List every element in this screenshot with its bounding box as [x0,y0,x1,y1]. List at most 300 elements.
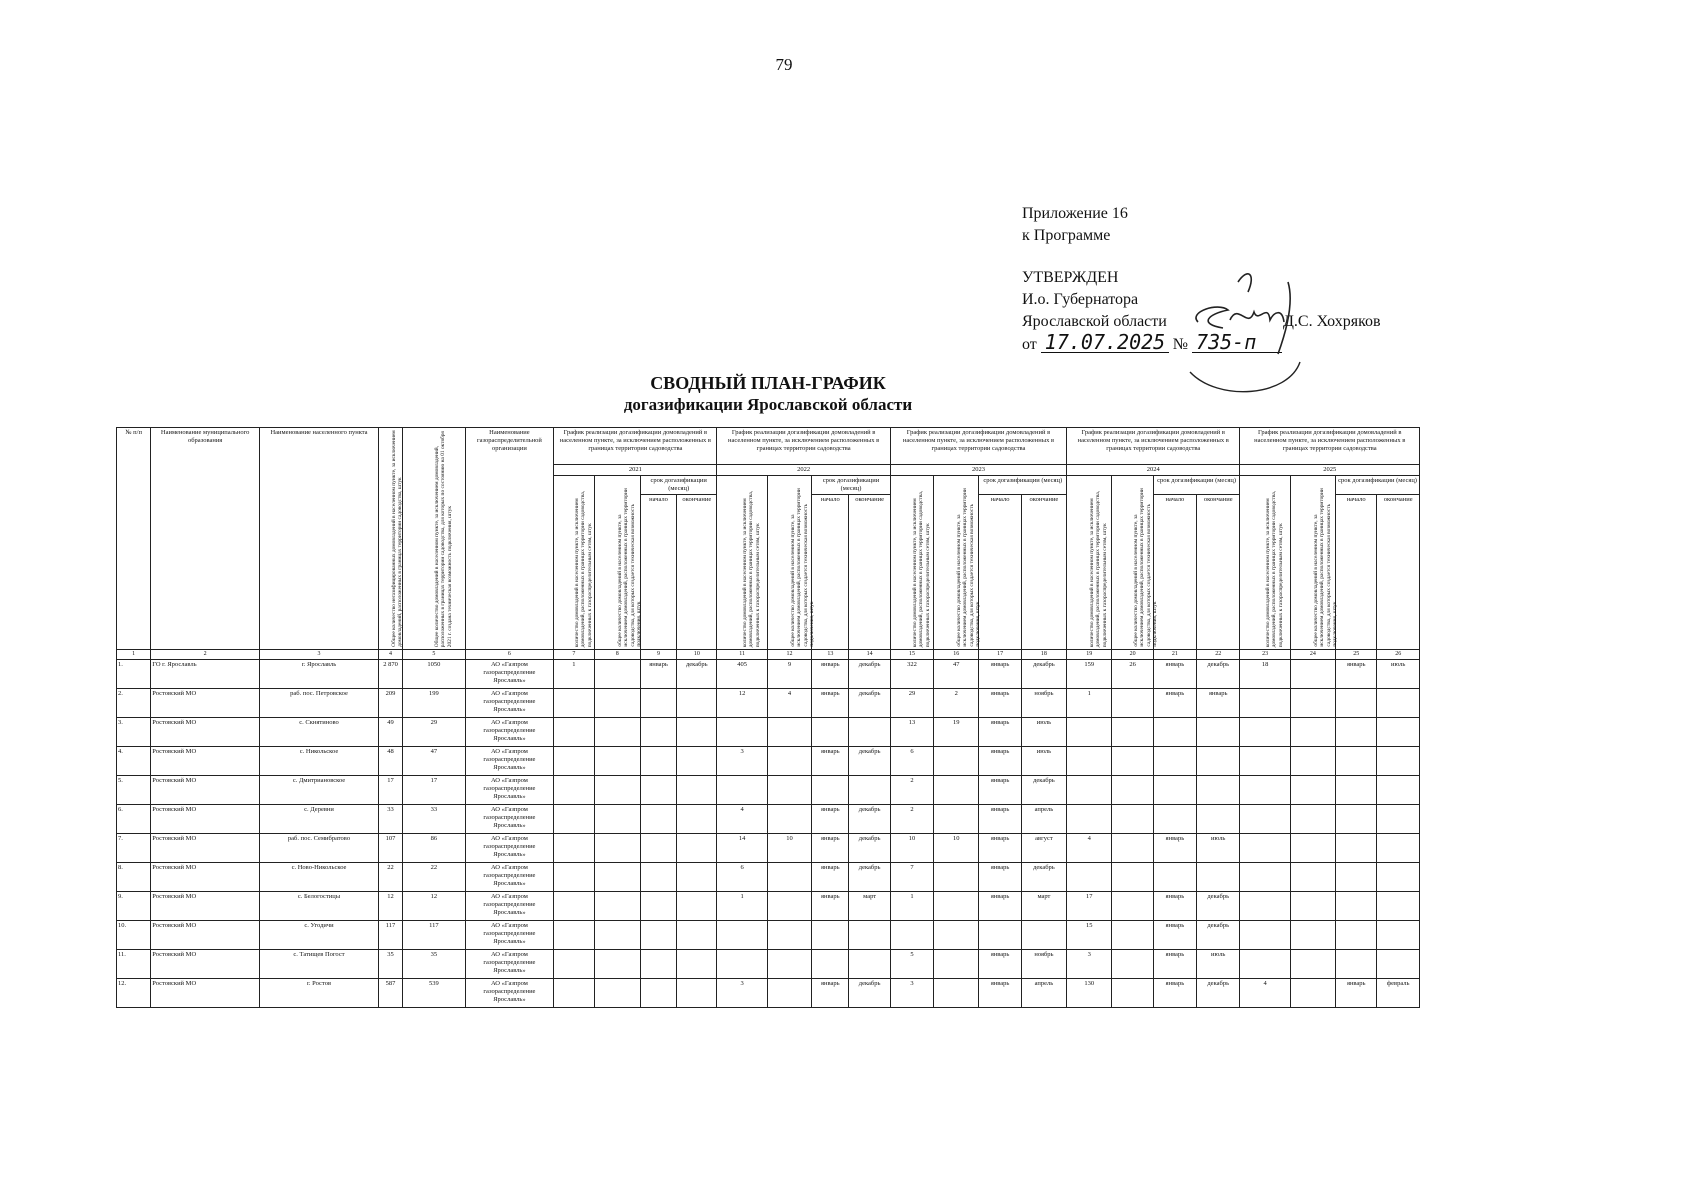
table-cell [934,747,979,776]
table-cell: 19 [934,718,979,747]
header-count: количество домовладений в населенном пункте, за исключением домовладений, расположенных в границах территории садоводства, подключенных к газораспределительным сетям, штук [1067,476,1112,650]
date-prefix: от [1022,336,1037,353]
table-cell: АО «Газпром газораспределение Ярославль» [465,805,554,834]
column-number: 25 [1336,650,1377,660]
table-cell: ноябрь [1021,689,1066,718]
table-cell: 7 [890,863,933,892]
table-cell: 48 [378,747,402,776]
header-start: начало [1153,495,1196,650]
table-cell [594,892,640,921]
header-schedule-2021: График реализации догазификации домовладений в населенном пункте, за исключением расположенных в границах территории садоводства [554,428,717,465]
column-number: 16 [934,650,979,660]
table-cell: 10. [117,921,151,950]
table-cell: июль [1377,660,1420,689]
header-count: количество домовладений в населенном пункте, за исключением домовладений, расположенных в границах территории садоводства, подключенных к газораспределительным сетям, штук [1240,476,1290,650]
table-cell: декабрь [849,805,890,834]
header-count: количество домовладений в населенном пункте, за исключением домовладений, расположенных в границах территории садоводства, подключенных к газораспределительным сетям, штук [717,476,767,650]
table-cell [1021,921,1066,950]
table-cell: 1 [1067,689,1112,718]
table-cell: АО «Газпром газораспределение Ярославль» [465,863,554,892]
table-cell [554,921,594,950]
table-cell [1112,718,1153,747]
table-cell: 3. [117,718,151,747]
table-row [117,660,1420,689]
appendix-line1: Приложение 16 [1022,205,1128,222]
table-cell: 2 870 [378,660,402,689]
table-cell: январь [1153,950,1196,979]
table-cell [1377,776,1420,805]
table-cell: с. Татищев Погост [260,950,379,979]
header-total-with-possibility: Общее количество домовладений в населенном пункте, за исключением домовладений, расположенных в границах территории садоводства, для которых по состоянию на 01 октября 2021 г. создана техническая возможность подключения, штук [403,428,465,650]
header-end: окончание [1377,495,1420,650]
table-cell: 539 [403,979,465,1008]
table-cell: 3 [1067,950,1112,979]
table-cell: январь [812,805,849,834]
table-cell [677,805,717,834]
table-row [117,805,1420,834]
header-term: срок догазификации (месяц) [812,476,891,495]
table-cell [1240,863,1290,892]
table-cell: январь [979,689,1021,718]
column-number: 5 [403,650,465,660]
header-end: окончание [1021,495,1066,650]
table-cell [677,747,717,776]
table-cell: 4 [1240,979,1290,1008]
table-cell: 4. [117,747,151,776]
table-row [117,689,1420,718]
table-cell: 2 [890,805,933,834]
table-cell [1067,805,1112,834]
table-cell: 4 [1067,834,1112,863]
table-cell: июль [1021,747,1066,776]
header-possibility: общее количество домовладений в населенном пункте, за исключением домовладений, расположенных в границах территории садоводства, для которых создается техническая возможность подключения, штук [934,476,979,650]
column-number: 9 [640,650,676,660]
header-total-households: Общее количество негазифицированных домовладений в населенном пункте, за исключением домовладений, расположенных в границах территории садоводства, штук [378,428,402,650]
column-number: 18 [1021,650,1066,660]
table-cell: январь [979,834,1021,863]
table-cell [812,921,849,950]
table-cell [1290,805,1335,834]
table-body [117,660,1420,1008]
table-cell: раб. пос. Семибратово [260,834,379,863]
table-cell: 3 [717,979,767,1008]
table-cell [554,718,594,747]
table-cell: г. Ярославль [260,660,379,689]
table-cell [1197,718,1240,747]
table-cell: АО «Газпром газораспределение Ярославль» [465,921,554,950]
table-cell [640,863,676,892]
table-cell [979,921,1021,950]
column-number: 14 [849,650,890,660]
table-cell: 1 [890,892,933,921]
header-count: количество домовладений в населенном пункте, за исключением домовладений, расположенных в границах территории садоводства, подключенных к газораспределительным сетям, штук [890,476,933,650]
column-number: 7 [554,650,594,660]
table-cell: Ростовский МО [151,747,260,776]
table-cell: 47 [403,747,465,776]
table-cell [1377,892,1420,921]
table-cell [812,776,849,805]
table-cell: с. Скнятиново [260,718,379,747]
table-cell [1336,805,1377,834]
table-cell: февраль [1377,979,1420,1008]
table-cell [1336,921,1377,950]
table-cell: 29 [890,689,933,718]
table-cell: Ростовский МО [151,863,260,892]
table-cell: АО «Газпром газораспределение Ярославль» [465,747,554,776]
table-cell [1336,834,1377,863]
table-cell: 1050 [403,660,465,689]
approver-name: Д.С. Хохряков [1283,313,1381,330]
table-cell: 17 [1067,892,1112,921]
table-cell [594,747,640,776]
table-cell [594,950,640,979]
table-cell [640,718,676,747]
table-cell: 199 [403,689,465,718]
table-cell: 405 [717,660,767,689]
table-cell [554,892,594,921]
table-cell [594,776,640,805]
table-cell [1377,805,1420,834]
table-cell: январь [979,776,1021,805]
header-schedule-2022: График реализации догазификации домовладений в населенном пункте, за исключением расположенных в границах территории садоводства [717,428,890,465]
column-number: 12 [767,650,811,660]
table-cell: 117 [378,921,402,950]
table-cell: 4 [767,689,811,718]
table-cell: раб. пос. Петровское [260,689,379,718]
table-cell [1067,718,1112,747]
table-cell: с. Ново-Никольское [260,863,379,892]
table-cell: 2 [934,689,979,718]
table-cell: декабрь [849,863,890,892]
number-prefix: № [1172,336,1189,353]
document-subtitle: догазификации Ярославской области [623,395,913,414]
header-start: начало [640,495,676,650]
table-cell [1240,747,1290,776]
table-cell [1336,863,1377,892]
column-number-row [117,650,1420,660]
table-cell: декабрь [1197,892,1240,921]
table-cell: август [1021,834,1066,863]
table-cell [1153,747,1196,776]
table-cell: 6 [717,863,767,892]
table-cell [1112,747,1153,776]
table-cell [767,979,811,1008]
table-cell [554,805,594,834]
table-cell [677,950,717,979]
table-cell: 159 [1067,660,1112,689]
table-cell [767,892,811,921]
table-cell [1240,921,1290,950]
table-cell: Ростовский МО [151,805,260,834]
table-cell: январь [979,718,1021,747]
table-cell: 22 [403,863,465,892]
table-cell: январь [640,660,676,689]
appendix-line2: к Программе [1022,227,1111,244]
table-cell: 11. [117,950,151,979]
table-cell: АО «Газпром газораспределение Ярославль» [465,979,554,1008]
table-cell [1240,892,1290,921]
header-term: срок догазификации (месяц) [640,476,717,495]
table-cell: 10 [767,834,811,863]
table-cell: 26 [1112,660,1153,689]
table-cell: 3 [717,747,767,776]
column-number: 23 [1240,650,1290,660]
table-cell [934,892,979,921]
table-cell: АО «Газпром газораспределение Ярославль» [465,718,554,747]
schedule-table [116,427,1420,1008]
table-cell: январь [979,660,1021,689]
table-cell: январь [1153,834,1196,863]
table-cell: 35 [378,950,402,979]
table-cell: 5. [117,776,151,805]
table-cell: январь [1197,689,1240,718]
table-cell [1197,747,1240,776]
header-term: срок догазификации (месяц) [1336,476,1420,495]
table-cell [554,979,594,1008]
table-cell: январь [1153,979,1196,1008]
table-cell [1336,892,1377,921]
table-cell [1112,776,1153,805]
table-cell [1240,950,1290,979]
table-cell [1240,805,1290,834]
column-number: 6 [465,650,554,660]
table-cell [717,921,767,950]
table-cell [677,776,717,805]
table-cell: 12. [117,979,151,1008]
table-cell [1240,834,1290,863]
table-cell [812,718,849,747]
table-cell: декабрь [1197,660,1240,689]
table-row [117,718,1420,747]
page-number: 79 [775,55,793,74]
table-cell [1112,863,1153,892]
table-cell: 1. [117,660,151,689]
column-number: 26 [1377,650,1420,660]
table-cell [594,921,640,950]
column-number: 1 [117,650,151,660]
table-cell: 1 [717,892,767,921]
header-term: срок догазификации (месяц) [1153,476,1240,495]
table-cell: АО «Газпром газораспределение Ярославль» [465,892,554,921]
table-cell [640,805,676,834]
column-number: 21 [1153,650,1196,660]
header-year: 2022 [717,465,890,476]
table-cell: с. Угодичи [260,921,379,950]
table-cell: 29 [403,718,465,747]
table-cell [767,747,811,776]
table-cell [1377,834,1420,863]
table-cell: январь [979,892,1021,921]
table-cell: Ростовский МО [151,892,260,921]
table-cell [594,979,640,1008]
table-cell: 12 [403,892,465,921]
table-cell: 6 [890,747,933,776]
table-cell [1067,776,1112,805]
table-cell [717,950,767,979]
table-cell: январь [812,892,849,921]
table-cell: январь [1336,979,1377,1008]
table-cell [1112,979,1153,1008]
table-cell [1240,689,1290,718]
table-cell [890,921,933,950]
table-cell [1336,747,1377,776]
table-cell [1197,776,1240,805]
table-cell: декабрь [677,660,717,689]
table-cell [767,863,811,892]
table-cell [677,689,717,718]
table-cell: 5 [890,950,933,979]
table-cell: 117 [403,921,465,950]
table-row [117,892,1420,921]
table-cell: 2. [117,689,151,718]
table-cell: 9. [117,892,151,921]
table-row [117,863,1420,892]
table-cell [1290,950,1335,979]
table-cell [1067,747,1112,776]
table-cell [677,892,717,921]
table-cell: с. Белогостицы [260,892,379,921]
table-cell [1290,863,1335,892]
table-cell [1377,950,1420,979]
table-cell [1197,863,1240,892]
table-cell: 33 [378,805,402,834]
table-cell [677,863,717,892]
table-cell [640,747,676,776]
table-cell: декабрь [849,747,890,776]
table-cell: январь [812,863,849,892]
table-cell: 18 [1240,660,1290,689]
approver-region: Ярославской области [1022,313,1167,330]
table-cell [554,776,594,805]
table-cell [554,689,594,718]
table-cell: 13 [890,718,933,747]
column-number: 19 [1067,650,1112,660]
table-cell [1240,718,1290,747]
header-schedule-2023: График реализации догазификации домовладений в населенном пункте, за исключением расположенных в границах территории садоводства [890,428,1066,465]
table-cell: 10 [890,834,933,863]
header-start: начало [979,495,1021,650]
column-number: 2 [151,650,260,660]
table-cell: март [849,892,890,921]
table-cell: июль [1197,834,1240,863]
header-term: срок догазификации (месяц) [979,476,1067,495]
column-number: 13 [812,650,849,660]
table-cell: декабрь [849,834,890,863]
table-cell [717,718,767,747]
table-cell: декабрь [849,689,890,718]
table-cell: январь [812,689,849,718]
table-row [117,747,1420,776]
header-municipality: Наименование муниципального образования [151,428,260,650]
table-cell: 322 [890,660,933,689]
table-cell: 2 [890,776,933,805]
table-row [117,921,1420,950]
table-cell [767,950,811,979]
table-cell [594,660,640,689]
table-cell: 107 [378,834,402,863]
table-cell: январь [979,979,1021,1008]
table-cell: январь [1153,660,1196,689]
table-cell [934,805,979,834]
table-cell [849,776,890,805]
table-cell: с. Никольское [260,747,379,776]
table-cell [934,921,979,950]
header-gdo: Наименование газораспределительной организации [465,428,554,650]
table-cell [1153,718,1196,747]
table-cell [1377,747,1420,776]
table-cell: ноябрь [1021,950,1066,979]
column-number: 8 [594,650,640,660]
table-cell: 10 [934,834,979,863]
table-cell: АО «Газпром газораспределение Ярославль» [465,950,554,979]
header-schedule-2025: График реализации догазификации домовладений в населенном пункте, за исключением расположенных в границах территории садоводства [1240,428,1420,465]
table-cell: 3 [890,979,933,1008]
table-cell [640,921,676,950]
table-cell: 33 [403,805,465,834]
table-row [117,979,1420,1008]
table-cell [1290,979,1335,1008]
header-start: начало [1336,495,1377,650]
table-cell: Ростовский МО [151,921,260,950]
table-cell [554,747,594,776]
table-cell [1197,805,1240,834]
table-cell: Ростовский МО [151,834,260,863]
table-cell: 587 [378,979,402,1008]
table-cell: 6. [117,805,151,834]
table-cell: 4 [717,805,767,834]
table-cell: 209 [378,689,402,718]
table-cell [1112,689,1153,718]
table-cell [1377,689,1420,718]
table-cell: апрель [1021,805,1066,834]
table-cell [594,689,640,718]
header-schedule-2024: График реализации догазификации домовладений в населенном пункте, за исключением расположенных в границах территории садоводства [1067,428,1240,465]
table-cell: декабрь [849,979,890,1008]
table-cell [849,718,890,747]
table-row [117,776,1420,805]
table-cell: 17 [378,776,402,805]
table-cell: январь [979,747,1021,776]
column-number: 22 [1197,650,1240,660]
header-possibility: общее количество домовладений в населенном пункте, за исключением домовладений, расположенных в границах территории садоводства, для которых создается техническая возможность подключения, штук [1290,476,1335,650]
header-no: № п/п [117,428,151,650]
header-possibility: общее количество домовладений в населенном пункте, за исключением домовладений, расположенных в границах территории садоводства, для которых создается техническая возможность подключения, штук [1112,476,1153,650]
table-cell [677,979,717,1008]
header-year: 2024 [1067,465,1240,476]
table-cell: июль [1197,950,1240,979]
table-cell [812,950,849,979]
table-cell: АО «Газпром газораспределение Ярославль» [465,834,554,863]
table-cell: с. Деревни [260,805,379,834]
table-cell [1290,660,1335,689]
table-cell [1153,805,1196,834]
table-cell: январь [1153,689,1196,718]
header-count: количество домовладений в населенном пункте, за исключением домовладений, расположенных в границах территории садоводства, подключенных к газораспределительным сетям, штук [554,476,594,650]
table-cell [1112,805,1153,834]
table-cell: с. Дмитриановское [260,776,379,805]
table-cell [767,921,811,950]
table-cell [1112,950,1153,979]
table-cell: январь [812,979,849,1008]
table-cell [640,834,676,863]
table-row [117,950,1420,979]
column-numbers [117,650,1420,660]
table-cell: АО «Газпром газораспределение Ярославль» [465,776,554,805]
table-cell [1290,892,1335,921]
table-row [117,834,1420,863]
header-year: 2023 [890,465,1066,476]
table-cell [934,950,979,979]
